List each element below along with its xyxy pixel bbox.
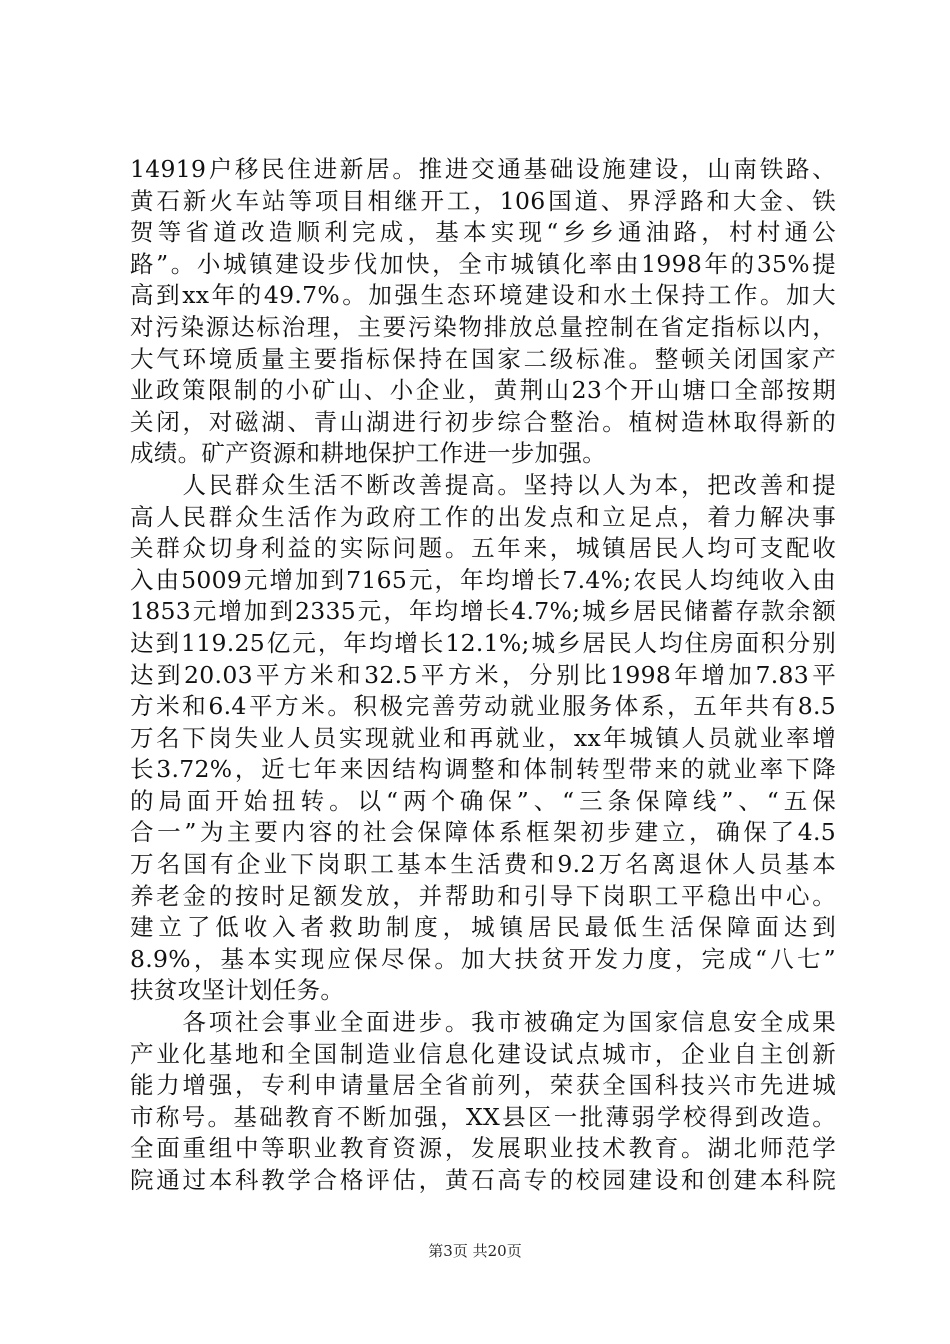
text-line: 的局面开始扭转。以“两个确保”、“三条保障线”、“五保: [130, 786, 836, 815]
text-line: 产业化基地和全国制造业信息化建设试点城市，企业自主创新: [130, 1039, 836, 1068]
text-line: 入由5009元增加到7165元，年均增长7.4%;农民人均纯收入由: [130, 565, 836, 594]
text-line: 全面重组中等职业教育资源，发展职业技术教育。湖北师范学: [130, 1134, 836, 1163]
text-line: 关群众切身利益的实际问题。五年来，城镇居民人均可支配收: [130, 534, 836, 563]
text-line: 14919户移民住进新居。推进交通基础设施建设，山南铁路、: [130, 155, 836, 183]
text-line: 黄石新火车站等项目相继开工，106国道、界浮路和大金、铁: [130, 186, 836, 215]
text-line: 8.9%，基本实现应保尽保。加大扶贫开发力度，完成“八七”: [130, 944, 836, 973]
text-line: 达到20.03平方米和32.5平方米，分别比1998年增加7.83平: [130, 660, 836, 689]
text-line: 院通过本科教学合格评估，黄石高专的校园建设和创建本科院: [130, 1166, 836, 1194]
text-line: 方米和6.4平方米。积极完善劳动就业服务体系，五年共有8.5: [130, 692, 836, 721]
text-line: 建立了低收入者救助制度，城镇居民最低生活保障面达到: [130, 913, 836, 942]
page-footer: 第3页 共20页: [428, 1242, 522, 1260]
text-line: 贺等省道改造顺利完成，基本实现“乡乡通油路，村村通公: [130, 218, 836, 247]
text-line: 路”。小城镇建设步伐加快，全市城镇化率由1998年的35%提: [130, 249, 836, 278]
body-text: [130, 154, 836, 1197]
text-line: 1853元增加到2335元，年均增长4.7%;城乡居民储蓄存款余额: [130, 597, 836, 626]
text-line: 高人民群众生活作为政府工作的出发点和立足点，着力解决事: [130, 502, 836, 531]
text-line: 高到xx年的49.7%。加强生态环境建设和水土保持工作。加大: [130, 281, 836, 310]
text-line: 各项社会事业全面进步。我市被确定为国家信息安全成果: [130, 1008, 836, 1037]
text-line: 对污染源达标治理，主要污染物排放总量控制在省定指标以内，: [130, 312, 836, 341]
text-line: 万名下岗失业人员实现就业和再就业，xx年城镇人员就业率增: [130, 723, 836, 752]
text-line: 人民群众生活不断改善提高。坚持以人为本，把改善和提: [130, 470, 836, 499]
text-line: 万名国有企业下岗职工基本生活费和9.2万名离退休人员基本: [130, 850, 836, 879]
text-line: 达到119.25亿元，年均增长12.1%;城乡居民人均住房面积分别: [130, 628, 836, 657]
text-line: 合一”为主要内容的社会保障体系框架初步建立，确保了4.5: [130, 818, 836, 847]
text-line: 成绩。矿产资源和耕地保护工作进一步加强。: [130, 439, 606, 468]
text-line: 大气环境质量主要指标保持在国家二级标准。整顿关闭国家产: [130, 344, 836, 373]
text-line: 扶贫攻坚计划任务。: [130, 976, 345, 1005]
text-line: 长3.72%，近七年来因结构调整和体制转型带来的就业率下降: [130, 755, 836, 784]
text-line: 市称号。基础教育不断加强，XX县区一批薄弱学校得到改造。: [130, 1102, 836, 1131]
text-line: 业政策限制的小矿山、小企业，黄荆山23个开山塘口全部按期: [130, 376, 836, 405]
text-line: 能力增强，专利申请量居全省前列，荣获全国科技兴市先进城: [130, 1071, 836, 1100]
text-line: 养老金的按时足额发放，并帮助和引导下岗职工平稳出中心。: [130, 881, 836, 910]
text-line: 关闭，对磁湖、青山湖进行初步综合整治。植树造林取得新的: [130, 407, 836, 436]
